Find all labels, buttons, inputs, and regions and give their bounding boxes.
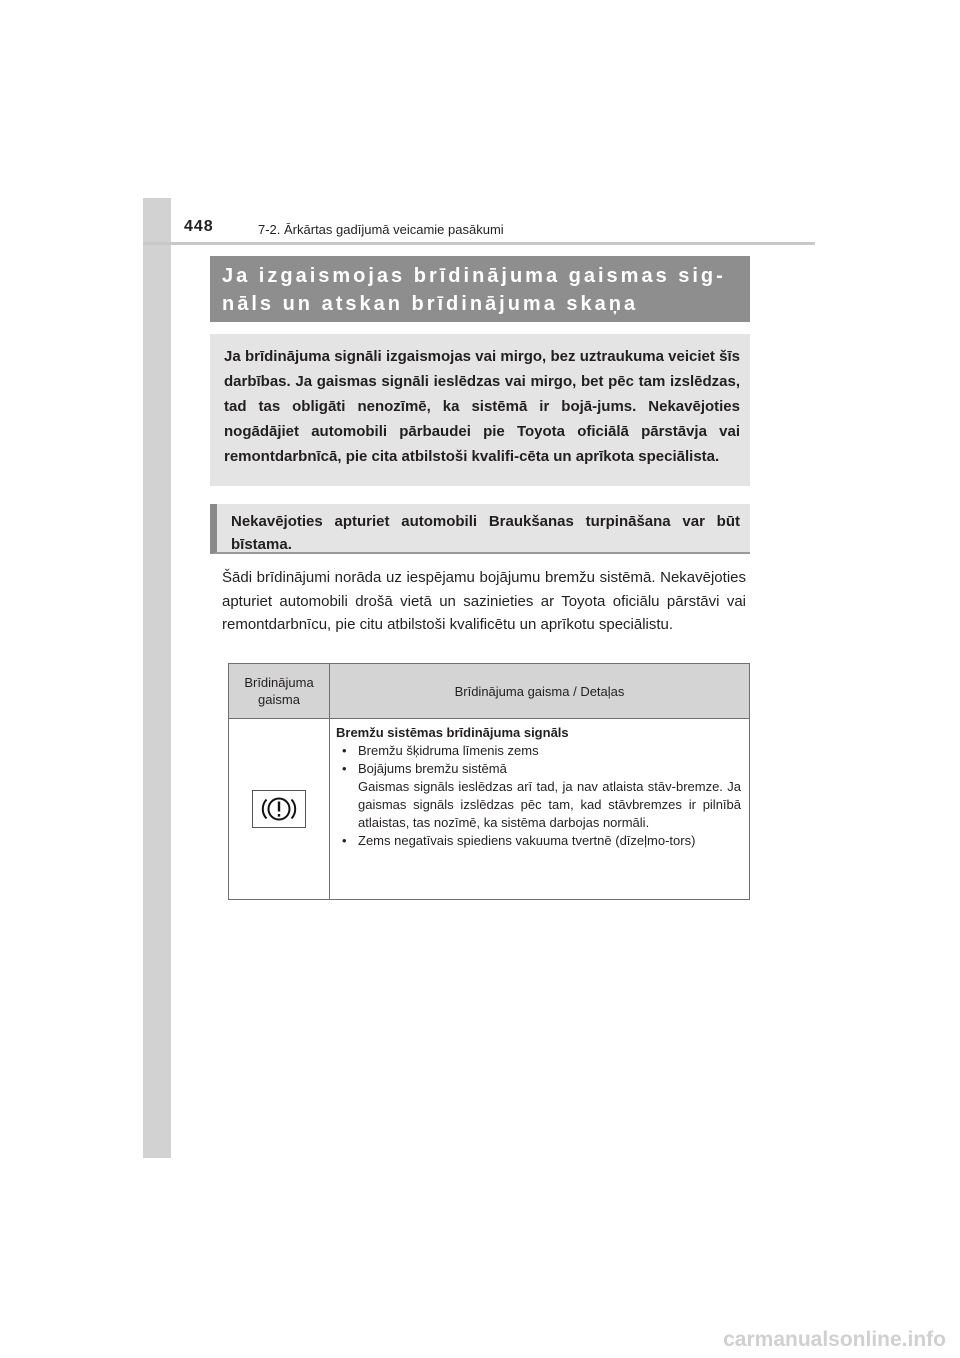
list-item <box>336 832 741 850</box>
cause-list <box>336 742 741 850</box>
list-item <box>336 742 741 760</box>
brake-warning-icon <box>252 790 306 828</box>
details-cell <box>330 719 750 900</box>
title-line-2: nāls un atskan brīdinājuma skaņa <box>222 293 639 315</box>
intro-text: Ja brīdinājuma signāli izgaismojas vai mirgo, bez uztraukuma veiciet šīs darbības. Ja gaismas signāli ieslēdzas vai mirgo, bet pēc tam izslēdzas, tad tas obligāti nenozīmē, ka sistēmā ir bojā-jums. Nekavējoties nogādājiet automobili pārbaudei pie Toyota oficiālā pārstāvja vai remontdarbnīcā, pie cita atbilstoši kvalifi-cēta un aprīkota speciālista. <box>224 348 740 465</box>
side-strip <box>143 198 171 1158</box>
section-title: 7-2. Ārkārtas gadījumā veicamie pasākumi <box>258 222 504 237</box>
icon-cell <box>229 719 330 900</box>
caution-text: Nekavējoties apturiet automobili Braukšanas turpināšana var būt bīstama. <box>231 513 740 553</box>
warning-name: Bremžu sistēmas brīdinājuma signāls <box>336 725 569 740</box>
intro-box <box>210 334 750 486</box>
cause-text: Zems negatīvais spiediens vakuuma tvertnē (dīzeļmo-tors) <box>358 833 696 848</box>
page-number: 448 <box>184 218 214 235</box>
cause-detail: Gaismas signāls ieslēdzas arī tad, ja nav atlaista stāv-bremze. Ja gaismas signāls izslēdzas pēc tam, kad stāvbremzes ir pilnībā atlaistas, tas nozīmē, ka sistēma darbojas normāli. <box>358 779 741 830</box>
warning-light-table <box>228 663 750 900</box>
column-header-details: Brīdinājuma gaisma / Detaļas <box>330 664 750 719</box>
cause-text: Bojājums bremžu sistēmā <box>358 761 507 776</box>
list-item <box>336 760 741 832</box>
title-line-1: Ja izgaismojas brīdinājuma gaismas sig- <box>222 265 726 287</box>
table-header-row <box>229 664 750 719</box>
header-rule <box>143 242 815 245</box>
body-paragraph: Šādi brīdinājumi norāda uz iespējamu bojājumu bremžu sistēmā. Nekavējoties apturiet automobili drošā vietā un sazinieties ar Toyota oficiālu pārstāvi vai remontdarbnīcu, pie citu atbilstoši kvalificētu un aprīkotu speciālistu. <box>222 569 746 633</box>
watermark: carmanualsonline.info <box>723 1328 946 1351</box>
caution-box <box>210 504 750 554</box>
table-row <box>229 719 750 900</box>
title-banner <box>210 256 750 322</box>
cause-text: Bremžu šķidruma līmenis zems <box>358 743 539 758</box>
column-header-light: Brīdinājuma gaisma <box>229 664 330 719</box>
